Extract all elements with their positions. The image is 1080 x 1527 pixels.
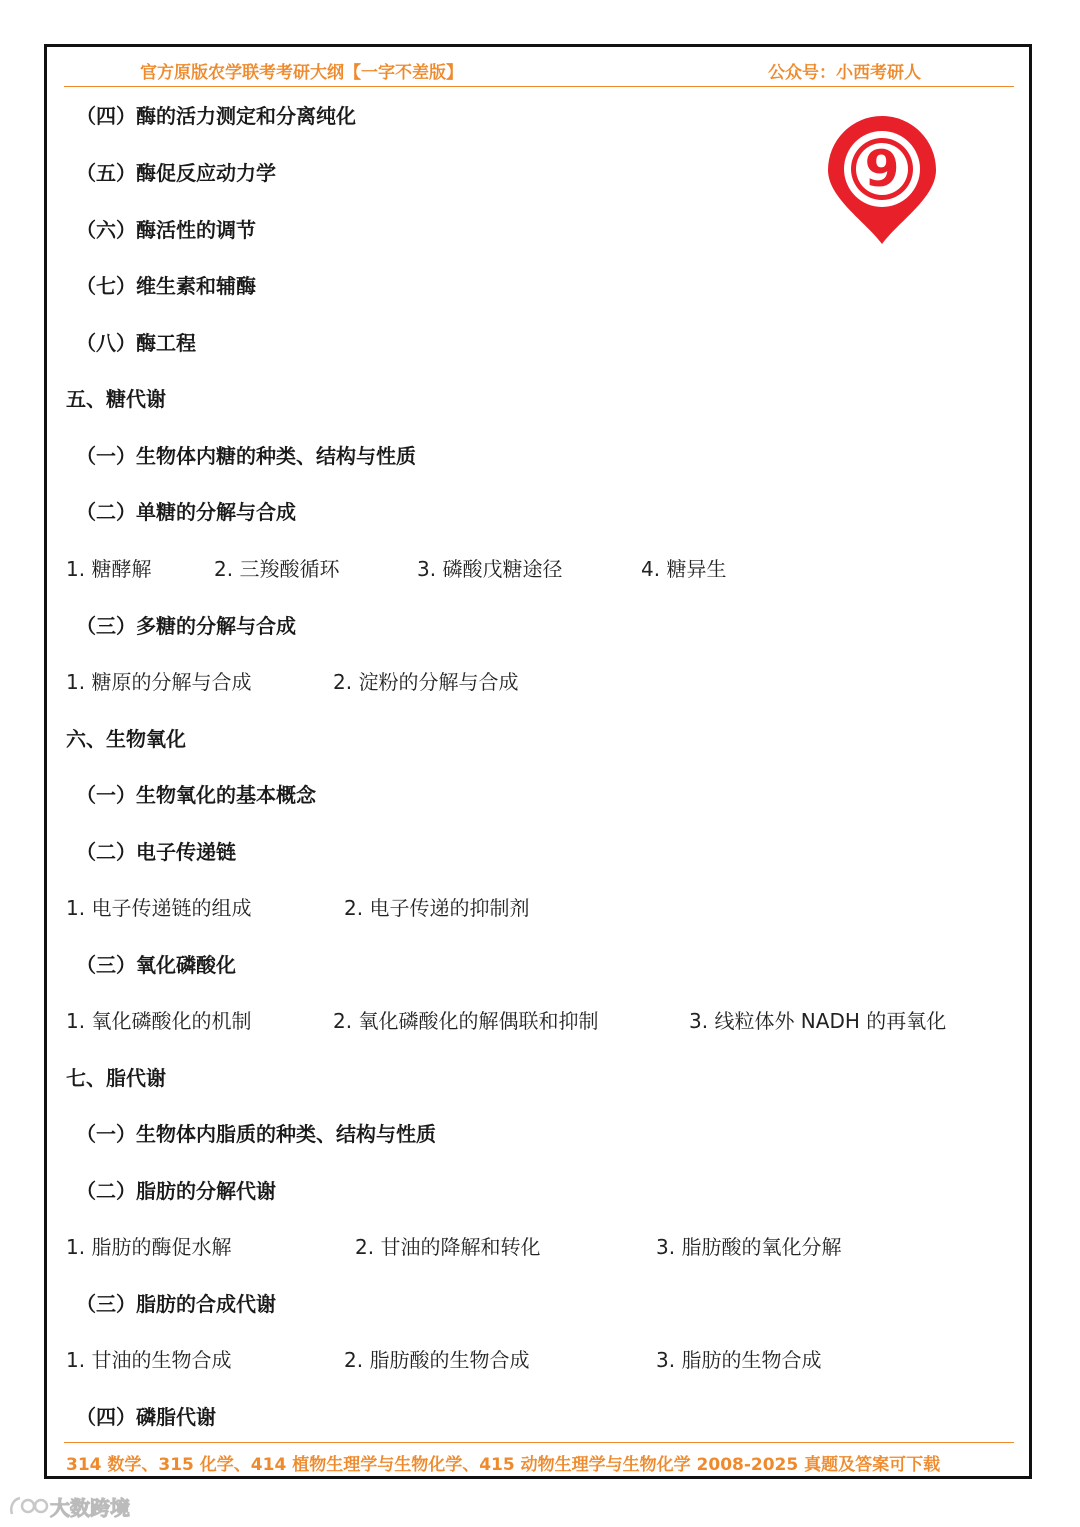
header-title: 官方原版农学联考考研大纲【一字不差版】 [140, 63, 463, 83]
section-bio-oxidation: 六、生物氧化 [66, 727, 186, 751]
list-item: 1. 糖原的分解与合成 [66, 670, 252, 694]
list-item: 3. 磷酸戊糖途径 [417, 557, 563, 581]
heading-electron-chain: （二）电子传递链 [76, 840, 236, 864]
list-item: 1. 甘油的生物合成 [66, 1348, 232, 1372]
list-item: 2. 三羧酸循环 [214, 557, 340, 581]
brand-logo-icon [8, 1494, 50, 1518]
heading-lipid-types: （一）生物体内脂质的种类、结构与性质 [76, 1122, 436, 1146]
heading-fat-catabolism: （二）脂肪的分解代谢 [76, 1179, 276, 1203]
footer-divider [64, 1442, 1014, 1443]
footer-note: 314 数学、315 化学、414 植物生理学与生物化学、415 动物生理学与生物化学 2008-2025 真题及答案可下载 [66, 1455, 941, 1475]
heading-enzyme-regulation: （六）酶活性的调节 [76, 218, 256, 242]
header-divider [64, 86, 1014, 87]
list-item: 3. 脂肪酸的氧化分解 [656, 1235, 842, 1259]
list-item: 1. 脂肪的酶促水解 [66, 1235, 232, 1259]
list-item: 1. 电子传递链的组成 [66, 896, 252, 920]
heading-vitamins: （七）维生素和辅酶 [76, 274, 256, 298]
section-lipid-metabolism: 七、脂代谢 [66, 1066, 166, 1090]
page-border [44, 44, 1032, 1479]
list-item: 2. 电子传递的抑制剂 [344, 896, 530, 920]
list-item: 1. 糖酵解 [66, 557, 152, 581]
heading-enzyme-activity: （四）酶的活力测定和分离纯化 [76, 104, 356, 128]
list-item: 1. 氧化磷酸化的机制 [66, 1009, 252, 1033]
heading-polysaccharide: （三）多糖的分解与合成 [76, 614, 296, 638]
list-item: 2. 脂肪酸的生物合成 [344, 1348, 530, 1372]
heading-oxidative-phosphorylation: （三）氧化磷酸化 [76, 953, 236, 977]
header-account: 公众号：小西考研人 [768, 63, 921, 83]
list-item: 3. 线粒体外 NADH 的再氧化 [689, 1009, 947, 1033]
list-item: 2. 氧化磷酸化的解偶联和抑制 [333, 1009, 599, 1033]
heading-phospholipid: （四）磷脂代谢 [76, 1405, 216, 1429]
list-item: 2. 淀粉的分解与合成 [333, 670, 519, 694]
list-item: 3. 脂肪的生物合成 [656, 1348, 822, 1372]
heading-enzyme-kinetics: （五）酶促反应动力学 [76, 161, 276, 185]
map-pin-9-icon [826, 114, 938, 246]
heading-monosaccharide: （二）单糖的分解与合成 [76, 500, 296, 524]
heading-oxidation-concept: （一）生物氧化的基本概念 [76, 783, 316, 807]
heading-sugar-types: （一）生物体内糖的种类、结构与性质 [76, 444, 416, 468]
list-item: 2. 甘油的降解和转化 [355, 1235, 541, 1259]
list-item: 4. 糖异生 [641, 557, 727, 581]
watermark-text: 大数跨境 [50, 1496, 130, 1520]
heading-fat-anabolism: （三）脂肪的合成代谢 [76, 1292, 276, 1316]
section-sugar-metabolism: 五、糖代谢 [66, 387, 166, 411]
svg-text:9: 9 [864, 140, 900, 198]
heading-enzyme-engineering: （八）酶工程 [76, 331, 196, 355]
